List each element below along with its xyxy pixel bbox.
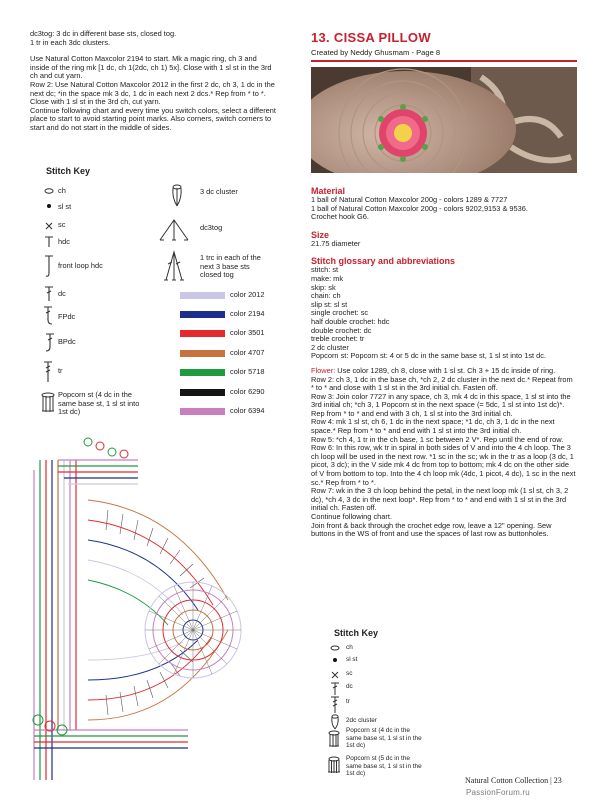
key-dc3tog: dc3tog [200,223,223,232]
sc-symbol-icon [44,221,54,231]
row-5: Row 5: *ch 4, 1 tr in the ch base, 1 sc between 2 V*. Rep until the end of row. [311,434,564,444]
material-line-1: 1 ball of Natural Cotton Maxcolor 200g - colors 1289 & 7727 [311,195,508,204]
sl-st-symbol-icon [46,203,52,209]
rk-slst: sl st [346,656,358,663]
intro-line-1: dc3tog: 3 dc in different base sts, closed tog. [30,29,177,38]
swatch-3501 [180,330,225,337]
key-trc-tog: 1 trc in each of the next 3 base sts closed tog [200,253,261,280]
fpdc-symbol-icon [43,306,55,326]
rk-sc: sc [346,670,353,677]
swatch-2012 [180,292,225,299]
key-fpdc: FPdc [58,312,76,321]
rk-dc-icon [330,682,340,696]
right-column [311,0,577,539]
swatch-4707 [180,350,225,357]
flower-text: Use color 1289, ch 8, close with 1 sl st. Ch 3 + 15 dc inside of ring. [335,365,556,375]
gloss-dc: double crochet: dc [311,325,372,335]
glossary-heading: Stitch glossary and abbreviations [311,256,456,267]
gloss-chain: chain: ch [311,291,341,301]
right-stitch-key [320,628,440,788]
color-3501-label: color 3501 [230,328,265,337]
color-4707-label: color 4707 [230,348,265,357]
pattern-subtitle: Created by Neddy Ghusmam - Page 8 [311,48,441,57]
ch-symbol-icon [44,188,54,194]
material-heading: Material [311,186,346,196]
rk-slst-icon [332,657,338,663]
title-divider [311,60,577,62]
rk-popcorn5: Popcorn st (5 dc in the same base st, 1 sl st in the 1st dc) [346,755,422,778]
color-6394-label: color 6394 [230,406,265,415]
row-6: Row 6: In this row, wk tr in spiral in both sides of V and into the 4 ch loop. The 3 ch loop will be used in the next row. *1 sc in the sc; wk in the tr as a loop (3 dc, 1 picot, 3 dc); in the V side mk 4 dc from top to bottom; mk 4 dc on the other side of V from bottom to top. Into the 4 ch loop mk (4dc, 1 picot, 4 dc), 1 sc in the next sc.* Rep from * to *. [311,443,576,487]
key-popcorn: Popcorn st (4 dc in the same base st, 1 sl st into 1st dc) [58,390,140,417]
size-heading: Size [311,229,330,240]
rk-dc: dc [346,683,353,690]
join-line: Join front & back through the crochet edge row, leave a 12" opening. Sew buttons in the WS of front and use the spaces of last row as buttonholes. [311,520,552,539]
key-bpdc: BPdc [58,337,76,346]
instruction-para-3: Continue following chart and every time you switch colors, select a different place to start to avoid starting point marks. Also corners, switch corners to start and do not start in the middle of sides. [30,105,276,132]
left-column [30,30,278,133]
key-front-loop-hdc: front loop hdc [58,261,103,270]
gloss-hdc: half double crochet: hdc [311,316,390,326]
rk-popcorn4: Popcorn st (4 dc in the same base st, 1 sl st in the 1st dc) [346,727,422,750]
gloss-slip: slip st: sl st [311,299,348,309]
gloss-make: make: mk [311,273,344,283]
pattern-title: 13. CISSA PILLOW [311,30,431,45]
rk-popcorn5-icon [327,756,341,774]
color-6290-label: color 6290 [230,387,265,396]
left-key-title: Stitch Key [46,166,91,176]
key-sl-st: sl st [58,202,72,211]
row-2: Row 2: ch 3, 1 dc in the base ch, *ch 2, 2 dc cluster in the next dc.* Repeat from * to * and close with 1 sl st in the 3rd initial ch. Fasten off. [311,374,573,393]
color-2194-label: color 2194 [230,309,265,318]
key-hdc: hdc [58,237,70,246]
rk-popcorn4-icon [327,730,341,748]
watermark: PassionForum.ru [466,788,530,797]
gloss-tr: treble crochet: tr [311,334,365,344]
rk-cluster: 2dc cluster [346,717,377,724]
key-3dc-cluster: 3 dc cluster [200,187,238,196]
rk-cluster-icon [329,714,341,730]
right-key-title: Stitch Key [334,628,379,638]
instruction-para-2: Row 2: Use Natural Cotton Maxcolor 2012 in the first 2 dc, ch 3, 1 dc in the next dc; *in the space mk 3 dc, 1 dc in each next 2 dcs.* Rep from * to *. Close with 1 sl st in the 3rd ch, cut yarn. [30,79,275,107]
size-value: 21.75 diameter [311,238,361,248]
row-3: Row 3: Join color 7727 in any space, ch 3, mk 4 dc in this space, 1 sl st into the 3rd initial ch; *ch 3, 1 Popcorn st in the next space (= 5dc, 1 sl st into 1st dc)*. Rep from * to * and end with 3 ch, 1 sl st into the 3rd initial ch. [311,391,571,418]
trc-tog-icon [162,250,186,282]
gloss-cluster: 2 dc cluster [311,342,349,352]
row-4: Row 4: mk 1 sl st, ch 6, 1 dc in the next space; *1 dc, ch 3, 1 dc in the next space.* Rep from * to * and end with 1 sl st into the 3rd initial ch. [311,417,555,436]
gloss-stitch: stitch: st [311,265,339,275]
pillow-photo [311,67,577,173]
bpdc-symbol-icon [43,333,55,353]
instruction-para-1: Use Natural Cotton Maxcolor 2194 to start. Mk a magic ring, ch 3 and inside of the ring mk [1 dc, ch 1(2dc, ch 1) 5x]. Close with 1 sl st in the 3rd ch and cut yarn. [30,54,272,81]
popcorn-symbol-icon [40,392,56,414]
rk-ch-icon [330,645,340,651]
key-dc: dc [58,289,66,298]
rk-tr-icon [330,696,340,714]
gloss-sc: single crochet: sc [311,308,369,318]
rk-ch: ch [346,644,353,651]
key-tr: tr [58,366,63,375]
crochet-chart-diagram [28,430,298,790]
rk-tr: tr [346,698,350,705]
gloss-popcorn: Popcorn st: Popcorn st: 4 or 5 dc in the same base st, 1 sl st into 1st dc. [311,351,546,361]
gloss-skip: skip: sk [311,282,336,292]
swatch-6290 [180,389,225,396]
flower-label: Flower: [311,365,336,375]
key-ch: ch [58,186,66,195]
material-line-2: 1 ball of Natural Cotton Maxcolor 200g - colors 9202,9153 & 9536. [311,203,528,213]
left-stitch-key [30,166,278,436]
intro-line-2: 1 tr in each 3dc clusters. [30,37,111,47]
hdc-symbol-icon [44,236,54,248]
swatch-2194 [180,311,225,318]
swatch-5718 [180,369,225,376]
page-footer: Natural Cotton Collection | 23 [465,776,562,785]
swatch-6394 [180,408,225,415]
continue-line: Continue following chart. [311,512,392,521]
color-2012-label: color 2012 [230,290,265,299]
tr-symbol-icon [43,361,55,383]
dc-symbol-icon [44,286,54,302]
material-line-3: Crochet hook G6. [311,212,369,222]
rk-sc-icon [330,670,340,680]
front-loop-hdc-icon [44,255,54,279]
key-sc: sc [58,220,66,229]
3dc-cluster-icon [170,184,184,208]
dc3tog-icon [156,216,192,244]
color-5718-label: color 5718 [230,367,265,376]
row-7: Row 7: wk in the 3 ch loop behind the petal, in the next loop mk (1 sl st, ch 3, 2 dc), *ch 4, 3 dc in the next loop*. Rep from * to * and end with 1 sl st in the 3rd initial ch. Fasten off. [311,486,569,513]
